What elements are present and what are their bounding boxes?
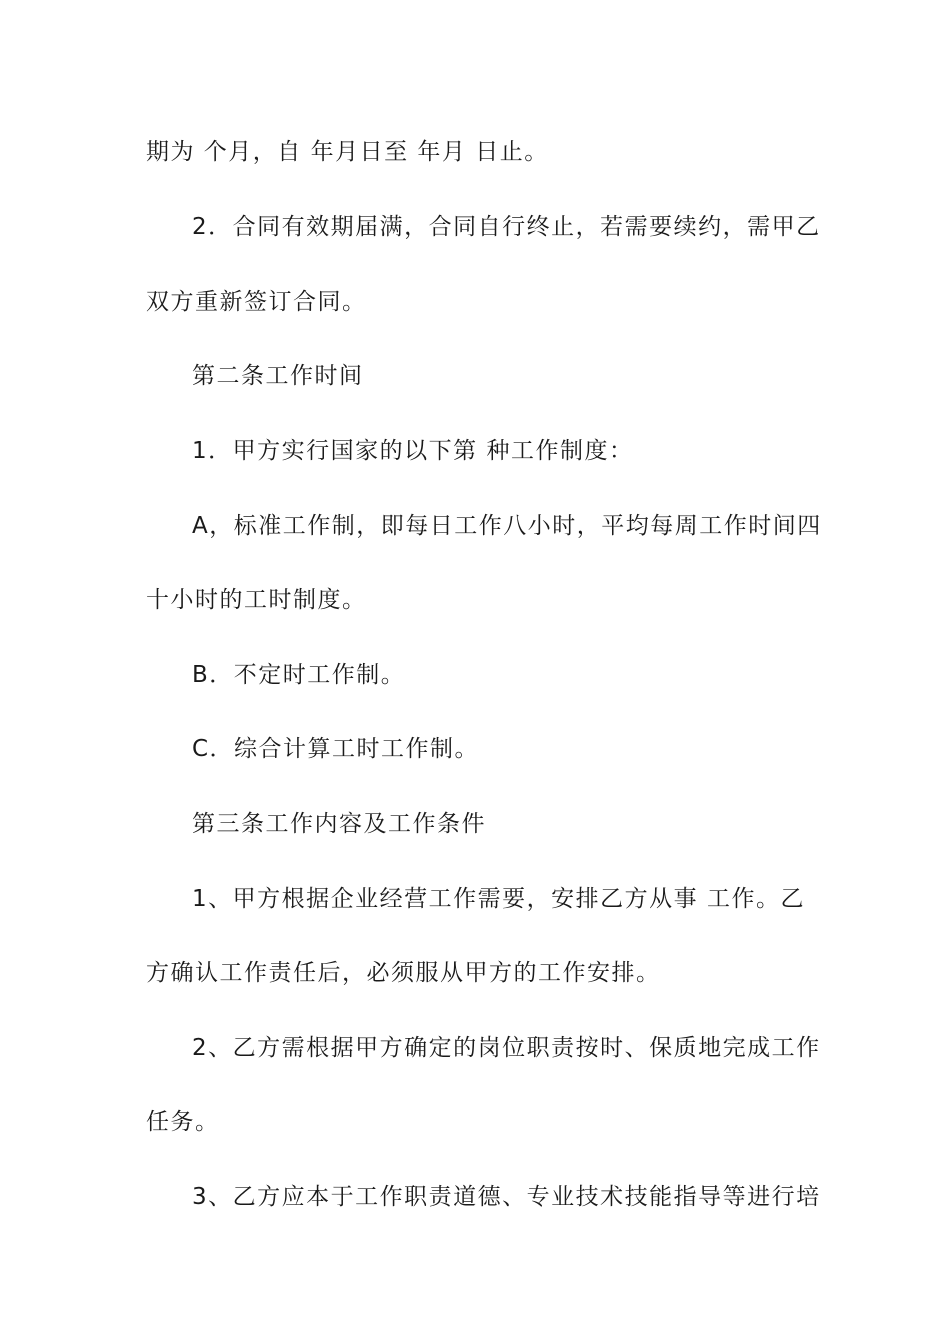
text-line-option-c: C．综合计算工时工作制。 (192, 736, 480, 762)
text-line-article-3-item-1-continued: 方确认工作责任后，必须服从甲方的工作安排。 (146, 960, 661, 986)
text-line-option-b: B．不定时工作制。 (192, 662, 406, 688)
text-line-clause-2-continued: 双方重新签订合同。 (146, 289, 367, 315)
text-line-article-3-item-3: 3、乙方应本于工作职责道德、专业技术技能指导等进行培 (192, 1184, 821, 1210)
text-line-article-3-item-2: 2、乙方需根据甲方确定的岗位职责按时、保质地完成工作 (192, 1035, 821, 1061)
text-line-clause-2-expiry: 2．合同有效期届满，合同自行终止，若需要续约，需甲乙 (192, 214, 821, 240)
text-line-article-3-item-2-continued: 任务。 (146, 1109, 220, 1135)
text-line-term-period: 期为 个月，自 年月日至 年月 日止。 (146, 139, 549, 165)
text-line-article-3-item-1: 1、甲方根据企业经营工作需要，安排乙方从事 工作。乙 (192, 886, 805, 912)
text-line-option-a-continued: 十小时的工时制度。 (146, 587, 367, 613)
text-line-work-system: 1．甲方实行国家的以下第 种工作制度： (192, 438, 634, 464)
section-heading-article-3: 第三条工作内容及工作条件 (192, 811, 486, 837)
text-line-option-a: A，标准工作制，即每日工作八小时，平均每周工作时间四 (192, 513, 822, 539)
section-heading-article-2: 第二条工作时间 (192, 363, 364, 389)
